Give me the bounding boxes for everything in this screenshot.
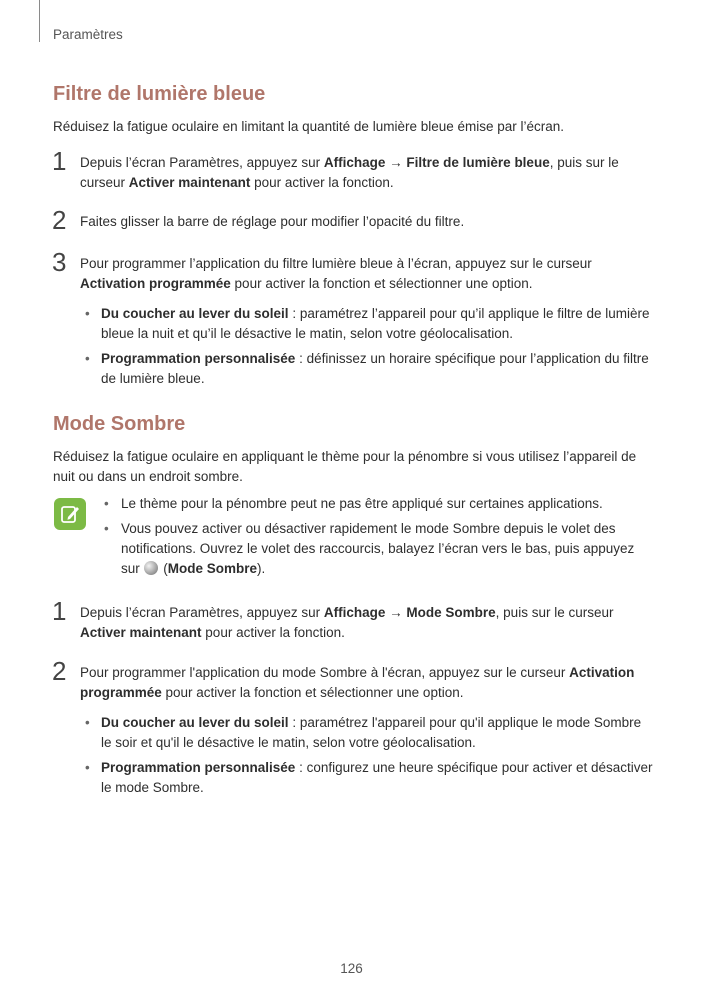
bullet-item: Programmation personnalisée : configurez une heure spécifique pour activer et désactiver le mode Sombre.: [101, 760, 653, 795]
step-number: 1: [52, 146, 67, 176]
step-number: 1: [52, 596, 67, 626]
bullet-marker: •: [85, 351, 90, 366]
note-item: Vous pouvez activer ou désactiver rapidement le mode Sombre depuis le volet des notifications. Ouvrez le volet des raccourcis, balayez l’écran vers le bas, puis appuyez sur (Mode Sombre).: [121, 521, 635, 576]
bullet-marker: •: [85, 760, 90, 775]
step-text: Depuis l’écran Paramètres, appuyez sur Affichage → Mode Sombre, puis sur le curseur Activer maintenant pour activer la fonction.: [80, 605, 614, 640]
pencil-note-icon: [59, 503, 81, 525]
step-text: Pour programmer l’application du filtre lumière bleue à l’écran, appuyez sur le curseur Activation programmée pour activer la fonction et sélectionner une option.: [80, 256, 592, 291]
step-text: Faites glisser la barre de réglage pour modifier l’opacité du filtre.: [80, 214, 465, 229]
dark-mode-quick-icon: [144, 561, 158, 575]
header-rule: [39, 0, 40, 42]
step-number: 3: [52, 247, 67, 277]
note-bullet-marker: •: [104, 496, 109, 511]
page-number: 126: [340, 961, 363, 976]
bullet-marker: •: [85, 306, 90, 321]
step-text: Depuis l’écran Paramètres, appuyez sur Affichage → Filtre de lumière bleue, puis sur le curseur Activer maintenant pour activer la fonction.: [80, 155, 619, 190]
note-bullet-marker: •: [104, 521, 109, 536]
bullet-item: Du coucher au lever du soleil : paramétrez l'appareil pour qu'il applique le mode Sombre le soir et qu'il le désactive le matin, selon votre géolocalisation.: [101, 715, 642, 750]
section-title-blue-light-filter: Filtre de lumière bleue: [53, 83, 266, 105]
step-number: 2: [52, 656, 67, 686]
step-number: 2: [52, 205, 67, 235]
note-item: Le thème pour la pénombre peut ne pas être appliqué sur certaines applications.: [121, 496, 603, 511]
section-intro: Réduisez la fatigue oculaire en limitant la quantité de lumière bleue émise par l’écran.: [53, 119, 565, 134]
bullet-marker: •: [85, 715, 90, 730]
step-text: Pour programmer l'application du mode Sombre à l'écran, appuyez sur le curseur Activation programmée pour activer la fonction et sélectionner une option.: [80, 665, 635, 700]
header-label: Paramètres: [53, 27, 123, 42]
bullet-item: Du coucher au lever du soleil : paramétrez l’appareil pour qu’il applique le filtre de lumière bleue la nuit et qu’il le désactive le matin, selon votre géolocalisation.: [101, 306, 650, 341]
bullet-item: Programmation personnalisée : définissez un horaire spécifique pour l’application du filtre de lumière bleue.: [101, 351, 649, 386]
section-intro: Réduisez la fatigue oculaire en appliquant le thème pour la pénombre si vous utilisez l’appareil de nuit ou dans un endroit sombre.: [53, 449, 637, 484]
note-icon: [54, 498, 86, 530]
section-title-dark-mode: Mode Sombre: [53, 413, 186, 435]
